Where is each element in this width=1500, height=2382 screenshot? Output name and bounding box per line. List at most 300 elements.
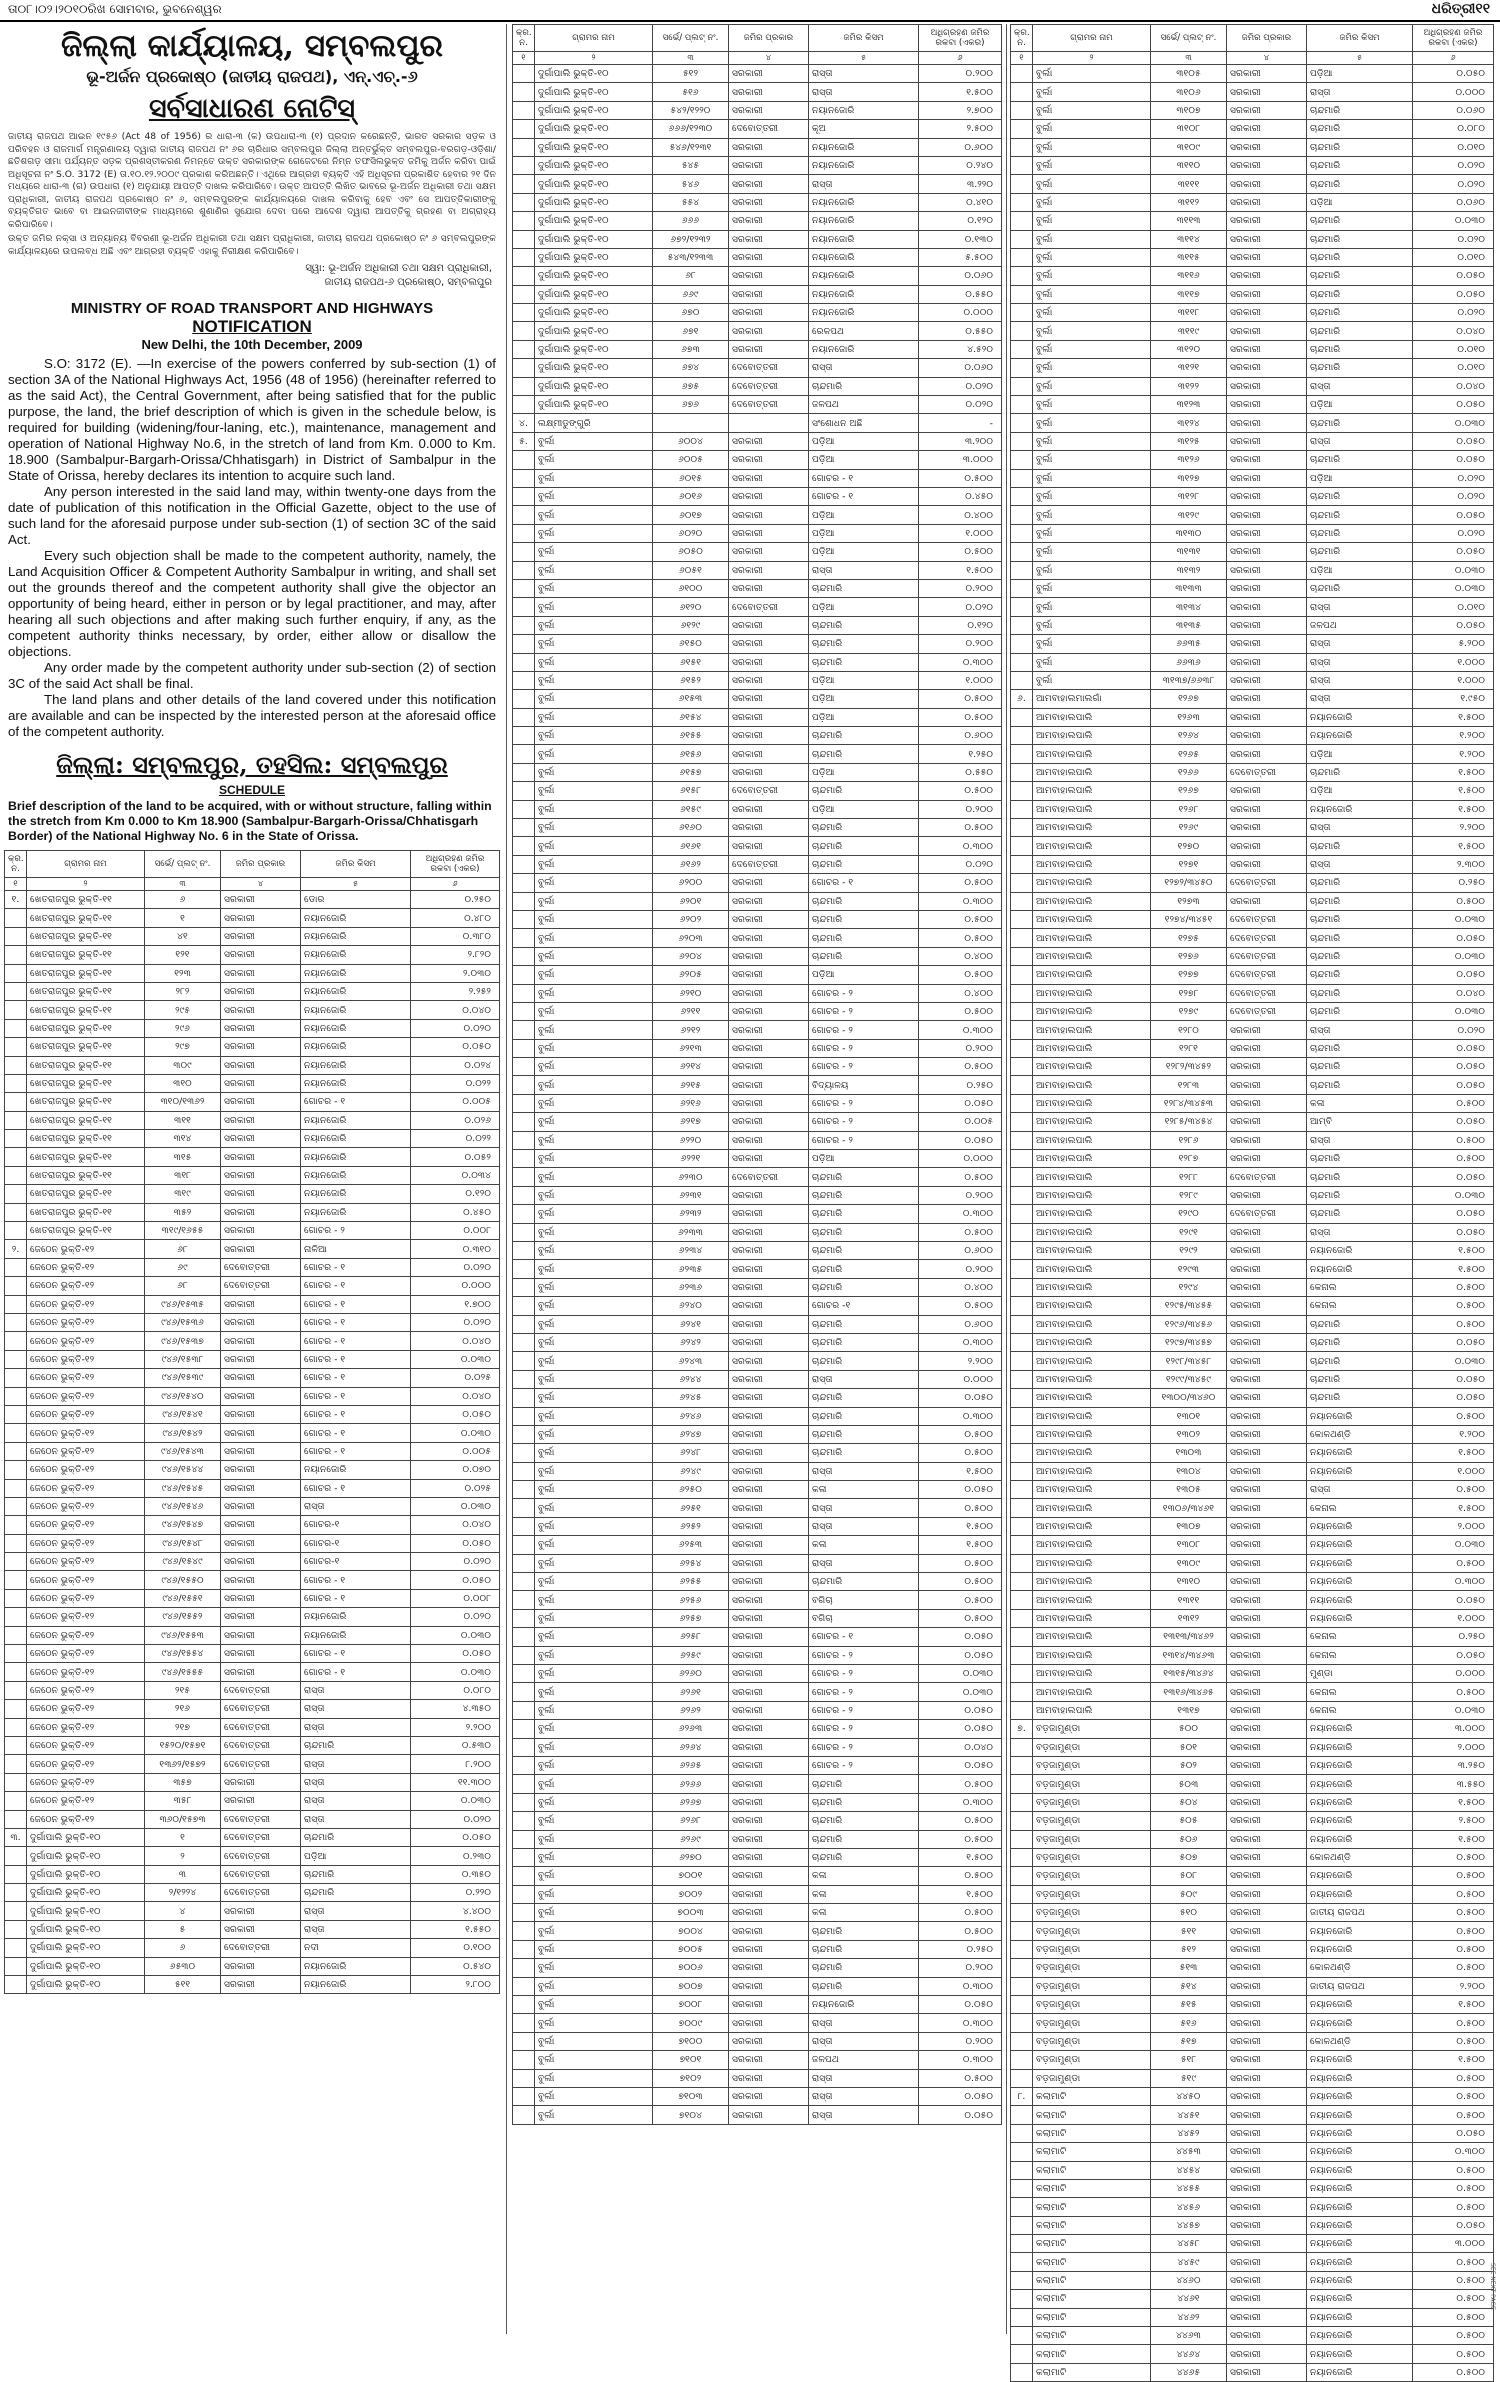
table-row (1011, 1297, 1494, 1315)
cell-plot: ୧୩୦୯ (1151, 1554, 1227, 1572)
cell-village: ବଡ଼ଜାମୁଣ୍ଡା (1033, 1738, 1151, 1756)
cell-area: ୦.୦୪୦ (1413, 377, 1494, 395)
cell-area: ୦.୫୦୦ (1413, 892, 1494, 910)
cell-land-type: ସରକାରୀ (729, 1904, 809, 1922)
table-row (1011, 2253, 1494, 2271)
cell-land-type: ସରକାରୀ (221, 1166, 301, 1184)
cell-area: ୦.୦୬୦ (919, 359, 1002, 377)
table-row (1011, 138, 1494, 156)
cell-land-class: ଗୋଚର - ୨ (809, 1646, 919, 1664)
cell-land-type: ସରକାରୀ (729, 1664, 809, 1682)
cell-serial (513, 616, 535, 634)
cell-plot: ୬୭୧ (653, 322, 729, 340)
cell-serial (513, 561, 535, 579)
cell-plot: ୧୨୯୬/୩୪୫୬ (1151, 1315, 1227, 1333)
cell-plot: ୭୦୦୩ (653, 1904, 729, 1922)
cell-area: ୧.୫୦୦ (1413, 800, 1494, 818)
cell-village: ଜେଠେନ ଭୁକ୍ତି-୧୨ (27, 1681, 145, 1699)
cell-village: ବୁର୍ଲା (535, 1756, 653, 1774)
cell-land-type: ସରକାରୀ (729, 2032, 809, 2050)
cell-plot: ୬୨୬୮ (653, 1812, 729, 1830)
cell-land-class: ଚାନ୍ଦମାରି (1307, 120, 1413, 138)
cell-land-type: ସରକାରୀ (221, 927, 301, 945)
cell-area: ୦.୦୧୦ (1413, 138, 1494, 156)
cell-land-class: ନୟାନଜୋରି (1307, 2308, 1413, 2326)
cell-plot: ୬୦୧୫ (653, 469, 729, 487)
cell-serial (1011, 1738, 1033, 1756)
cell-plot: ୩୧୧୩ (1151, 212, 1227, 230)
cell-plot: ୬୬୬/୧୨୩୦ (653, 120, 729, 138)
cell-plot: ୯୪୬/୧୫୫୧ (145, 1589, 221, 1607)
table-row (5, 1350, 500, 1368)
cell-area: ୦.୫୦୦ (1413, 1278, 1494, 1296)
cell-village: ବୁର୍ଲା (535, 1591, 653, 1609)
cell-plot: ୧୨୬୯ (1151, 819, 1227, 837)
cell-area: ୦.୫୦୦ (919, 1297, 1002, 1315)
cell-plot: ୬୫୩୦ (145, 1957, 221, 1975)
cell-serial (513, 138, 535, 156)
cell-serial (513, 855, 535, 873)
cell-serial (1011, 451, 1033, 469)
cell-plot: ୧୨୮୪/୩୪୫୩ (1151, 1094, 1227, 1112)
cell-plot: ୨/୧୨୨୪ (145, 1884, 221, 1902)
cell-area: ୨.୨୫୨ (411, 982, 500, 1000)
cell-area: ୦.୫୦୦ (919, 469, 1002, 487)
cell-land-type: ସରକାରୀ (1227, 377, 1307, 395)
cell-village: ବୁର୍ଲା (535, 1407, 653, 1425)
cell-area: ୦.୩୦୦ (919, 1977, 1002, 1995)
cell-area: ୦.୨୦୦ (919, 1186, 1002, 1204)
cell-land-class: ରାସ୍ତା (1307, 653, 1413, 671)
cell-plot: ୬୦୫୦ (653, 543, 729, 561)
table-row (1011, 874, 1494, 892)
table-row (513, 1242, 1002, 1260)
cell-serial (1011, 1205, 1033, 1223)
table-row (513, 2051, 1002, 2069)
cell-area: ୦.୫୦୦ (1413, 2327, 1494, 2345)
cell-land-class: ଚାନ୍ଦମାରି (1307, 175, 1413, 193)
cell-land-type: ସରକାରୀ (729, 1793, 809, 1811)
table-row (513, 487, 1002, 505)
cell-area: ୦.୦୬୦ (919, 267, 1002, 285)
cell-area: ୦.୦୫୦ (1413, 396, 1494, 414)
cell-land-class: ଗୋଚର - ୨ (809, 1683, 919, 1701)
cell-plot: ୯୪୬/୧୫୩୭ (145, 1332, 221, 1350)
cell-plot: ୫୦୯ (1151, 1885, 1227, 1903)
cell-land-type: ସରକାରୀ (729, 524, 809, 542)
cell-land-type: ସରକାରୀ (729, 1094, 809, 1112)
cell-village: ଆମବାହାଲପାଲି (1033, 1094, 1151, 1112)
cell-land-class: ନୟାନଜୋରି (809, 340, 919, 358)
cell-land-class: ଗୋଚର - ୧ (809, 487, 919, 505)
cell-area: ୦.୫୦୦ (919, 1812, 1002, 1830)
cell-plot: ୭୦୦୮ (653, 1996, 729, 2014)
cell-land-type: ସରକାରୀ (1227, 1738, 1307, 1756)
cell-land-type: ସରକାରୀ (1227, 267, 1307, 285)
table-row (1011, 1425, 1494, 1443)
cell-serial (513, 377, 535, 395)
cell-plot: ୩୧୦୫ (1151, 65, 1227, 83)
cell-serial (513, 451, 535, 469)
cell-serial (513, 708, 535, 726)
cell-land-type: ସରକାରୀ (1227, 1536, 1307, 1554)
cell-area: ୦.୫୦୦ (919, 2069, 1002, 2087)
cell-area: ୦.୦୨୦ (919, 396, 1002, 414)
cell-village: କଲାମାଟି (1033, 2271, 1151, 2289)
cell-plot: ୬୧୫୪ (653, 708, 729, 726)
cell-area: ୦.୨୦୦ (919, 2032, 1002, 2050)
table-row (513, 690, 1002, 708)
cell-land-class: ଚାନ୍ଦମାରି (1307, 322, 1413, 340)
cell-village: ବୁର୍ଲା (1033, 267, 1151, 285)
cell-plot: ୬୮ (145, 1240, 221, 1258)
cell-area: ୦.୪୦୦ (919, 1278, 1002, 1296)
table-row (513, 1775, 1002, 1793)
cell-serial (5, 1001, 27, 1019)
cell-land-type: ସରକାରୀ (1227, 248, 1307, 266)
cell-area: ୦.୫୦୦ (1413, 1940, 1494, 1958)
cell-area: ୦.୦୩୦ (411, 1663, 500, 1681)
cell-area: ୦.୦୫୦ (1413, 966, 1494, 984)
cell-land-class: ନୟାନଜୋରି (1307, 2161, 1413, 2179)
table-row (513, 1370, 1002, 1388)
cell-village: ଖେତରାଜପୁର ଭୁକ୍ତି-୧୧ (27, 1019, 145, 1037)
table-row (5, 1461, 500, 1479)
cell-plot: ୩୧୦୮ (1151, 120, 1227, 138)
cell-serial (1011, 653, 1033, 671)
cell-land-class: ଜଳପଥ (809, 2051, 919, 2069)
cell-serial (1011, 524, 1033, 542)
cell-area: ୦.୪୫୦ (919, 487, 1002, 505)
english-paragraph: S.O: 3172 (E). —In exercise of the powers conferred by sub-section (1) of section 3A of the National Highways Act, 1956 (48 of 1956) (hereinafter referred to as the said Act), the Central Government, after being satisfied that for the public purpose, the land, the brief description of which is given in the schedule below, is required for building (widening/four-laning, etc.), maintenance, management and operation of National Highway No.6, in the stretch of land from Km. 0.000 to Km. 18.900 (Sambalpur-Bargarh-Orissa/Chhatisgarh) in District of Sambalpur in the State of Orissa, hereby declares its intention to acquire such land. (8, 356, 496, 483)
cell-serial (5, 1038, 27, 1056)
table-row (1011, 469, 1494, 487)
cell-land-class: ଚାନ୍ଦମାରି (1307, 1002, 1413, 1020)
cell-land-type: ଦେବୋତ୍ତରୀ (1227, 1002, 1307, 1020)
column-divider (506, 24, 507, 2334)
table-row (1011, 1278, 1494, 1296)
cell-village: ଦୁର୍ଗାପାଲି ଭୁକ୍ତି-୧୦ (27, 1939, 145, 1957)
cell-serial (513, 1517, 535, 1535)
cell-area: ୧.୦୦୦ (919, 671, 1002, 689)
cell-plot: ୧୨୬୮ (1151, 800, 1227, 818)
cell-area: ୦.୦୧୦ (1413, 598, 1494, 616)
cell-serial (513, 1885, 535, 1903)
cell-village: ବଡ଼ଜାମୁଣ୍ଡା (1033, 2069, 1151, 2087)
cell-plot: ୧୨୮୦ (1151, 1021, 1227, 1039)
cell-land-class: ଗୋଚର - ୧ (301, 1332, 411, 1350)
table-row (513, 1021, 1002, 1039)
cell-plot: ୫୦୬ (1151, 1830, 1227, 1848)
cell-serial (5, 1718, 27, 1736)
cell-village: ବୁର୍ଲା (535, 1370, 653, 1388)
cell-plot: ୬୬୩୬ (1151, 653, 1227, 671)
cell-area: ୧.୦୦୦ (919, 524, 1002, 542)
cell-village: ବଡ଼ଜାମୁଣ୍ଡା (1033, 1940, 1151, 1958)
cell-plot: ୭୧୦୪ (653, 2106, 729, 2124)
table-row (513, 1996, 1002, 2014)
table-row (1011, 524, 1494, 542)
table-row (513, 1315, 1002, 1333)
cell-land-type: ସରକାରୀ (1227, 2253, 1307, 2271)
cell-serial (5, 1589, 27, 1607)
cell-land-class: ଚାନ୍ଦମାରି (809, 1940, 919, 1958)
cell-area: ୦.୫୩୦ (411, 1736, 500, 1754)
cell-land-class: ନୟାନଜୋରି (301, 1001, 411, 1019)
cell-village: ବୁର୍ଲା (1033, 487, 1151, 505)
cell-land-class: ଚାନ୍ଦମାରି (809, 1444, 919, 1462)
cell-village: ଦୁର୍ଗାପାଲି ଭୁକ୍ତି-୧୦ (27, 1884, 145, 1902)
cell-land-type: ସରକାରୀ (1227, 727, 1307, 745)
cell-plot: ୯୪୬/୧୫୩୯ (145, 1369, 221, 1387)
cell-area: ୦.୦୪୦ (1413, 984, 1494, 1002)
cell-serial (1011, 1922, 1033, 1940)
cell-land-class: କେନାଲ (1307, 1628, 1413, 1646)
cell-land-type: ସରକାରୀ (729, 1333, 809, 1351)
cell-area: ୦.୦୫୦ (1413, 1370, 1494, 1388)
cell-land-class: ଜାତୀୟ ରାଜପଥ (1307, 1904, 1413, 1922)
cell-area: ୨.୨୦୦ (1413, 819, 1494, 837)
cell-land-class: ନୟାନଜୋରି (1307, 1591, 1413, 1609)
cell-land-class: ଗୋଚର - ୨ (809, 1131, 919, 1149)
cell-land-class: ଗୋଚର - ୧ (809, 1628, 919, 1646)
cell-village: ଆମବାହାଲପାଲି (1033, 1499, 1151, 1517)
cell-area: ୦.୦୩୦ (1413, 910, 1494, 928)
table-row (5, 1976, 500, 1994)
cell-plot: ୭୧୦୨ (653, 2069, 729, 2087)
table-row (1011, 451, 1494, 469)
cell-serial (513, 745, 535, 763)
cell-serial (513, 1076, 535, 1094)
cell-plot: ୬୨୫୯ (653, 1646, 729, 1664)
table-row (1011, 2363, 1494, 2381)
cell-land-class: ରାସ୍ତା (301, 1755, 411, 1773)
cell-plot: ୧୩୧୧ (1151, 1591, 1227, 1609)
cell-serial (513, 1260, 535, 1278)
table-row (1011, 1609, 1494, 1627)
table-row (513, 1131, 1002, 1149)
cell-serial: ୪. (513, 414, 535, 432)
cell-village: ବୁର୍ଲା (535, 432, 653, 450)
header-date: ତା୦୮।୦୨।୨୦୧୦ରିଖ ସୋମବାର, ଭୁବନେଶ୍ୱର (8, 2, 222, 16)
column-number: ୫ (1307, 52, 1413, 65)
table-row (5, 1589, 500, 1607)
cell-serial (513, 1573, 535, 1591)
cell-land-class: ଚାନ୍ଦମାରି (301, 1736, 411, 1754)
cell-serial (1011, 1793, 1033, 1811)
cell-land-class: ଗୋଚର - ୨ (809, 1738, 919, 1756)
cell-land-class: ଚାନ୍ଦମାରି (1307, 1315, 1413, 1333)
cell-village: ଆମବାହାଲପାଲି (1033, 1536, 1151, 1554)
cell-area: ୦.୦୩୦ (1413, 561, 1494, 579)
cell-village: ଦୁର୍ଗାପାଲି ଭୁକ୍ତି-୧୦ (27, 1902, 145, 1920)
cell-village: ଆମବାହାଲପାଲି (1033, 763, 1151, 781)
cell-serial (5, 1700, 27, 1718)
cell-plot: ୬୨୫୫ (653, 1573, 729, 1591)
cell-area: ୦.୩୦୦ (919, 837, 1002, 855)
cell-land-type: ସରକାରୀ (1227, 396, 1307, 414)
cell-village: କଲାମାଟି (1033, 2290, 1151, 2308)
table-row (1011, 2106, 1494, 2124)
cell-serial (1011, 929, 1033, 947)
cell-land-type: ଦେବୋତ୍ତରୀ (1227, 1168, 1307, 1186)
cell-village: ବୁର୍ଲା (1033, 506, 1151, 524)
cell-land-class: ରାସ୍ତା (809, 2032, 919, 2050)
table-row (513, 248, 1002, 266)
column-number: ୬ (1413, 52, 1494, 65)
cell-serial (513, 1352, 535, 1370)
column-header: ଗ୍ରାମର ନାମ (535, 25, 653, 52)
cell-land-type: ଦେବୋତ୍ତରୀ (221, 1810, 301, 1828)
table-row (5, 1405, 500, 1423)
table-row (513, 1536, 1002, 1554)
table-row (513, 156, 1002, 174)
cell-land-class: ରାସ୍ତା (809, 1554, 919, 1572)
cell-land-type: ସରକାରୀ (1227, 635, 1307, 653)
cell-land-class: ଚାନ୍ଦମାରି (1307, 156, 1413, 174)
cell-land-class: ପଡ଼ିଆ (1307, 65, 1413, 83)
cell-land-class: କୋଳଥଣ୍ଡି (1307, 2032, 1413, 2050)
table-row (1011, 782, 1494, 800)
cell-area: ୦.୦୨୦ (411, 1608, 500, 1626)
cell-serial (5, 1277, 27, 1295)
table-row (5, 1681, 500, 1699)
cell-area: ୦.୩୦୦ (919, 892, 1002, 910)
cell-area: ୦.୨୫୦ (919, 1076, 1002, 1094)
cell-area: ୦.୦୭୦ (411, 1461, 500, 1479)
cell-land-class: ଗୋଚର - ୨ (809, 1701, 919, 1719)
cell-area: ୩.୨୦୦ (919, 432, 1002, 450)
cell-serial: ୩. (5, 1828, 27, 1846)
cell-land-type: ଦେବୋତ୍ତରୀ (729, 1168, 809, 1186)
table-row (513, 1720, 1002, 1738)
table-row (5, 1148, 500, 1166)
cell-plot: ୨୯୫ (145, 1001, 221, 1019)
cell-area: ୦.୬୦୦ (919, 1242, 1002, 1260)
cell-land-class: ଚାନ୍ଦମାରି (1307, 304, 1413, 322)
cell-land-type: ଦେବୋତ୍ତରୀ (729, 855, 809, 873)
cell-village: ଦୁର୍ଗାପାଲି ଭୁକ୍ତି-୧୦ (535, 285, 653, 303)
cell-land-type: ଦେବୋତ୍ତରୀ (221, 1884, 301, 1902)
cell-area: ୧.୨୦୦ (1413, 727, 1494, 745)
cell-land-type: ସରକାରୀ (729, 727, 809, 745)
cell-serial (1011, 1996, 1033, 2014)
cell-land-type: ସରକାରୀ (729, 2087, 809, 2105)
cell-land-class: ଚାନ୍ଦମାରି (1307, 929, 1413, 947)
cell-land-class: ନୟାନଜୋରି (1307, 2216, 1413, 2234)
table-row (1011, 947, 1494, 965)
cell-plot: ୬୧୫୩ (653, 690, 729, 708)
cell-plot: ୫୪୫ (653, 156, 729, 174)
table-header-row (1011, 25, 1494, 52)
cell-plot: ୬୨୦୧ (653, 892, 729, 910)
schedule-table (512, 24, 1002, 2125)
cell-land-class: ପଡ଼ିଆ (809, 506, 919, 524)
cell-area: ୧.୦୦୦ (1413, 1462, 1494, 1480)
english-paragraph: Any person interested in the said land may, within twenty-one days from the date of publication of this notification in the Official Gazette, object to the use of such land for the aforesaid purpose under sub-section (1) of section 3C of the said Act. (8, 484, 496, 547)
cell-area: ୦.୦୫୦ (1413, 2216, 1494, 2234)
cell-land-class: ନୟାନଜୋରି (1307, 2290, 1413, 2308)
cell-serial (1011, 2327, 1033, 2345)
cell-area: ୦.୩୦୦ (919, 1021, 1002, 1039)
cell-area: ୦.୪୦୦ (919, 506, 1002, 524)
table-row (513, 837, 1002, 855)
table-row (513, 579, 1002, 597)
cell-serial (5, 1663, 27, 1681)
cell-village: ଆମବାହାଲପାଲି (1033, 892, 1151, 910)
cell-area: ୦.୫୦୦ (919, 1609, 1002, 1627)
cell-village: ଆମବାହାଲପାଲି (1033, 1389, 1151, 1407)
cell-plot: ୧୩୧୦ (1151, 1573, 1227, 1591)
cell-land-class: କଳା (809, 1904, 919, 1922)
cell-land-type: ସରକାରୀ (1227, 1297, 1307, 1315)
cell-plot: ୬୨୦୫ (653, 966, 729, 984)
cell-plot: ୧୨୮୨/୩୪୫୨ (1151, 1058, 1227, 1076)
cell-land-type (729, 414, 809, 432)
cell-area: ୦.୦୫୦ (1413, 1389, 1494, 1407)
cell-plot: ୫୦୭ (1151, 1848, 1227, 1866)
cell-plot: ୬୨୪୮ (653, 1444, 729, 1462)
column-number: ୪ (1227, 52, 1307, 65)
cell-land-type: ସରକାରୀ (1227, 304, 1307, 322)
cell-plot: ୩୧୫ (145, 1148, 221, 1166)
cell-area: ୦.୫୦୦ (1413, 1094, 1494, 1112)
cell-plot: ୯୪୬/୧୫୫୫ (145, 1663, 221, 1681)
cell-serial (5, 1369, 27, 1387)
cell-serial (513, 966, 535, 984)
table-row (1011, 1462, 1494, 1480)
cell-plot: ୧୨୬୪ (1151, 727, 1227, 745)
table-row (1011, 1830, 1494, 1848)
table-row (5, 1332, 500, 1350)
cell-land-class: ନୟାନଜୋରି (301, 982, 411, 1000)
cell-land-class: ପଡ଼ିଆ (1307, 782, 1413, 800)
table-row (513, 340, 1002, 358)
table-row (1011, 1407, 1494, 1425)
cell-plot: ୪୪୬୨ (1151, 2308, 1227, 2326)
cell-area: ୦.୦୫୦ (411, 1038, 500, 1056)
cell-area: ୦.୩୦୦ (919, 1205, 1002, 1223)
cell-land-type: ସରକାରୀ (221, 1479, 301, 1497)
cell-area: ୦.୦୩୦ (411, 1424, 500, 1442)
cell-area: ୦.୦୫୦ (919, 1996, 1002, 2014)
cell-plot: ୬୨୪୬ (653, 1407, 729, 1425)
cell-village: ଆମବାହାଲପାଲି (1033, 1205, 1151, 1223)
cell-land-class: ନୟାନଜୋରି (301, 1608, 411, 1626)
cell-land-class: ଗୋଚର -୧ (809, 1297, 919, 1315)
table-row (513, 193, 1002, 211)
cell-area: ୦.୦୫୦ (919, 1720, 1002, 1738)
table-row (5, 1902, 500, 1920)
cell-plot: ୧ (145, 1828, 221, 1846)
cell-serial (1011, 910, 1033, 928)
cell-area: ୦.୦୨୦ (1413, 487, 1494, 505)
cell-land-type: ସରକାରୀ (1227, 1481, 1307, 1499)
cell-area: ୩.୦୦୦ (1413, 1720, 1494, 1738)
cell-village: ବୁର୍ଲା (535, 1297, 653, 1315)
cell-land-class: ପଡ଼ିଆ (1307, 561, 1413, 579)
column-header: ସର୍ଭେ/ ପ୍ଲଟ୍ ନଂ. (1151, 25, 1227, 52)
cell-plot: ୩୧୨୦ (1151, 340, 1227, 358)
cell-plot: ୧୩୦୨ (1151, 1425, 1227, 1443)
cell-serial (1011, 2014, 1033, 2032)
cell-village: ଜେଠେନ ଭୁକ୍ତି-୧୨ (27, 1571, 145, 1589)
column-header: ଜମିର ପ୍ରକାର (1227, 25, 1307, 52)
table-row (513, 1297, 1002, 1315)
table-row (1011, 1793, 1494, 1811)
cell-land-type: ସରକାରୀ (729, 1646, 809, 1664)
cell-land-class: ଚାନ୍ଦମାରି (1307, 285, 1413, 303)
